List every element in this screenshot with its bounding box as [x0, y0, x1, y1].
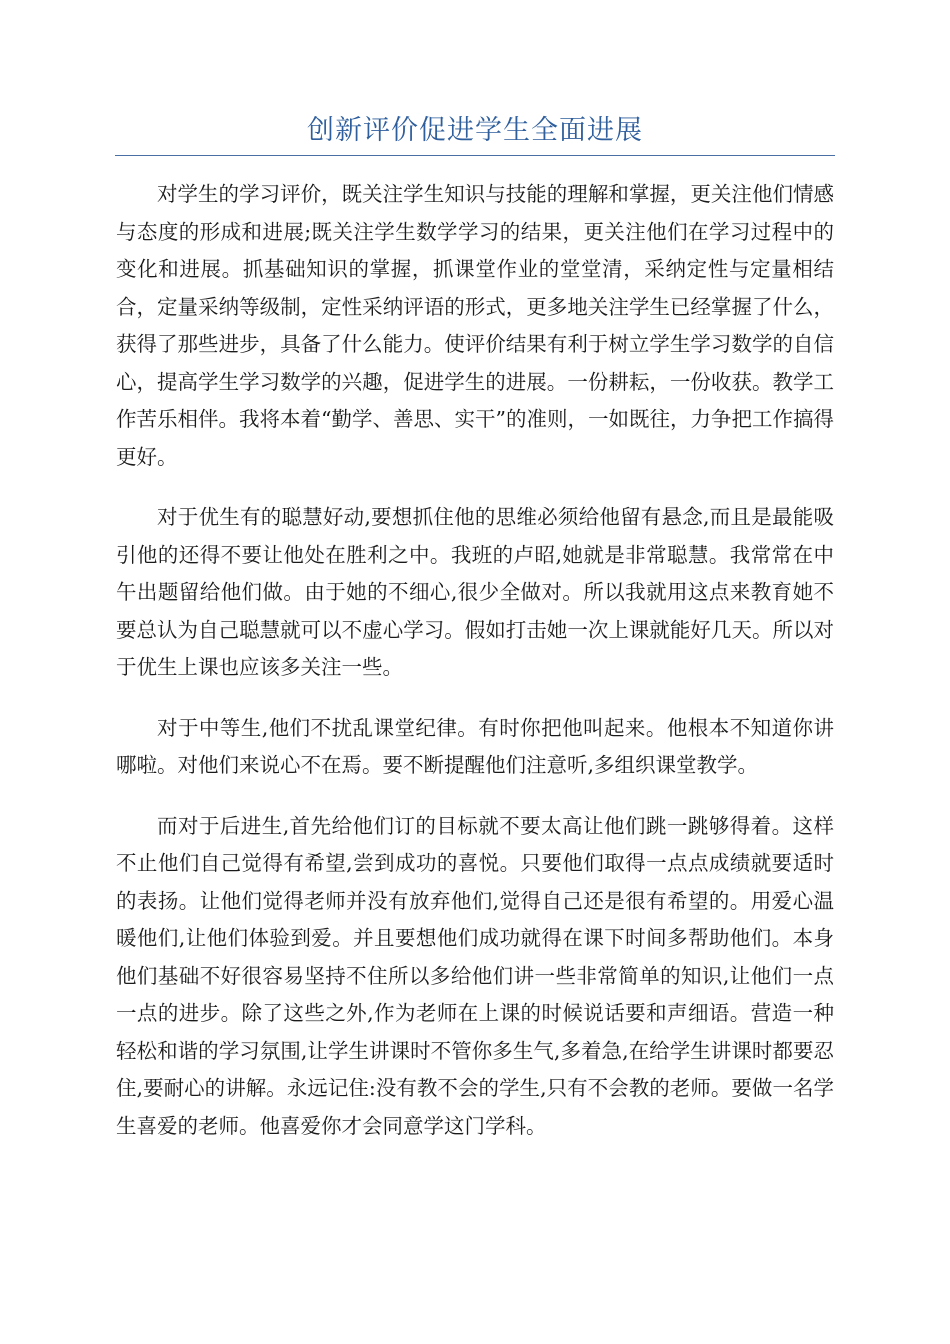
paragraph-struggling-students: 而对于后进生,首先给他们订的目标就不要太高让他们跳一跳够得着。这样不止他们自己觉得有希望,尝到成功的喜悦。只要他们取得一点点成绩就要适时的表扬。让他们觉得老师并没有放弃他们,觉得自己还是很有希望的。用爱心温暖他们,让他们体验到爱。并且要想他们成功就得在课下时间多帮助他们。本身他们基础不好很容易坚持不住所以多给他们讲一些非常简单的知识,让他们一点一点的进步。除了这些之外,作为老师在上课的时候说话要和声细语。营造一种轻松和谐的学习氛围,让学生讲课时不管你多生气,多着急,在给学生讲课时都要忍住,要耐心的讲解。永远记住:没有教不会的学生,只有不会教的老师。要做一名学生喜爱的老师。他喜爱你才会同意学这门学科。 [116, 813, 834, 1138]
document-body [116, 176, 834, 1168]
paragraph-evaluation: 对学生的学习评价，既关注学生知识与技能的理解和掌握，更关注他们情感与态度的形成和进展;既关注学生数学学习的结果，更关注他们在学习过程中的变化和进展。抓基础知识的掌握，抓课堂作业的堂堂清，采纳定性与定量相结合，定量采纳等级制，定性采纳评语的形式，更多地关注学生已经掌握了什么，获得了那些进步，具备了什么能力。使评价结果有利于树立学生学习数学的自信心，提高学生学习数学的兴趣，促进学生的进展。一份耕耘，一份收获。教学工作苦乐相伴。我将本着“勤学、善思、实干”的准则，一如既往，力争把工作搞得更好。 [116, 182, 834, 469]
title-block [115, 113, 835, 156]
paragraph-middle-students: 对于中等生,他们不扰乱课堂纪律。有时你把他叫起来。他根本不知道你讲哪啦。对他们来说心不在焉。要不断提醒他们注意听,多组织课堂教学。 [116, 715, 834, 777]
paragraph-top-students: 对于优生有的聪慧好动,要想抓住他的思维必须给他留有悬念,而且是最能吸引他的还得不要让他处在胜利之中。我班的卢昭,她就是非常聪慧。我常常在中午出题留给他们做。由于她的不细心,很少全做对。所以我就用这点来教育她不要总认为自己聪慧就可以不虚心学习。假如打击她一次上课就能好几天。所以对于优生上课也应该多关注一些。 [116, 505, 834, 679]
document-title: 创新评价促进学生全面进展 [307, 115, 643, 146]
